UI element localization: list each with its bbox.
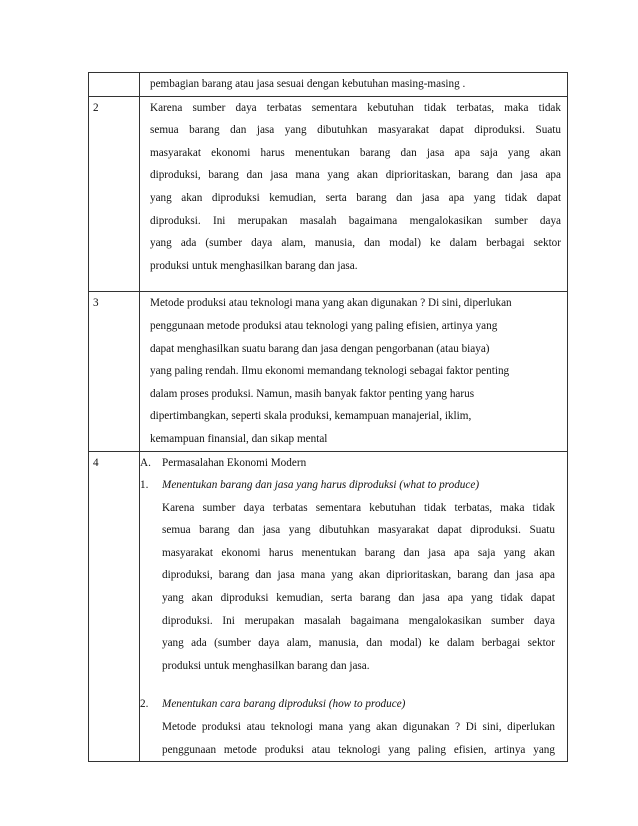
spacer bbox=[150, 277, 561, 291]
text-line: diproduksi. Ini merupakan masalah bagaimana mengalokasikan sumber daya bbox=[150, 214, 561, 227]
text-line: yang akan diproduksi kemudian, serta barang dan jasa apa yang tidak dapat bbox=[150, 191, 561, 204]
heading-text: Permasalahan Ekonomi Modern bbox=[162, 456, 307, 469]
text-line: yang paling rendah. Ilmu ekonomi memandang teknologi sebagai faktor penting bbox=[150, 365, 510, 378]
table-row bbox=[89, 451, 568, 762]
text-line: Karena sumber daya terbatas sementara kebutuhan tidak terbatas, maka tidak bbox=[162, 501, 555, 514]
text-line: dalam proses produksi. Namun, masih banyak faktor penting yang harus bbox=[150, 387, 475, 400]
text-line: masyarakat ekonomi harus menentukan barang dan jasa apa saja yang akan bbox=[162, 546, 555, 559]
text-line: diproduksi, barang dan jasa mana yang akan diprioritaskan, barang dan jasa apa bbox=[162, 569, 555, 582]
row-content-cell bbox=[140, 73, 568, 97]
row-number: 3 bbox=[93, 297, 99, 310]
text-line: diproduksi, barang dan jasa mana yang akan diprioritaskan, barang dan jasa apa bbox=[150, 169, 561, 182]
text-line: semua barang dan jasa yang dibutuhkan masyarakat dapat diproduksi. Suatu bbox=[162, 524, 555, 537]
item-body bbox=[140, 497, 561, 678]
item-title-text: Menentukan barang dan jasa yang harus diproduksi (what to produce) bbox=[162, 479, 480, 492]
text-line: produksi untuk menghasilkan barang dan jasa. bbox=[162, 659, 370, 672]
text-line: diproduksi. Ini merupakan masalah bagaimana mengalokasikan sumber daya bbox=[162, 614, 555, 627]
text-line: produksi untuk menghasilkan barang dan jasa. bbox=[150, 259, 358, 272]
spacer bbox=[140, 677, 561, 693]
row-content-cell bbox=[140, 451, 568, 762]
row-number-cell bbox=[89, 292, 140, 451]
text-line: penggunaan metode produksi atau teknologi yang paling efisien, artinya yang bbox=[162, 743, 555, 756]
text-line: kemampuan finansial, dan sikap mental bbox=[150, 432, 328, 445]
table-row bbox=[89, 73, 568, 97]
item-marker: 2. bbox=[140, 698, 149, 711]
section-heading bbox=[140, 452, 561, 475]
text-line: Karena sumber daya terbatas sementara kebutuhan tidak terbatas, maka tidak bbox=[150, 101, 561, 114]
item-body bbox=[140, 716, 561, 761]
row-number-cell bbox=[89, 73, 140, 97]
table-row bbox=[89, 96, 568, 292]
table-row bbox=[89, 292, 568, 451]
item-title bbox=[140, 693, 561, 716]
text-line: dapat menghasilkan suatu barang dan jasa dengan pengorbanan (atau biaya) bbox=[150, 342, 490, 355]
text-line: Metode produksi atau teknologi mana yang akan digunakan ? Di sini, diperlukan bbox=[162, 721, 555, 734]
row-content-cell bbox=[140, 96, 568, 292]
text-line: yang akan diproduksi kemudian, serta barang dan jasa apa yang tidak dapat bbox=[162, 592, 555, 605]
text-line: yang ada (sumber daya alam, manusia, dan modal) ke dalam berbagai sektor bbox=[150, 237, 561, 250]
row-number-cell bbox=[89, 451, 140, 762]
item-title bbox=[140, 474, 561, 497]
item-marker: 1. bbox=[140, 479, 149, 492]
text-line: penggunaan metode produksi atau teknologi yang paling efisien, artinya yang bbox=[150, 319, 498, 332]
row-number-cell bbox=[89, 96, 140, 292]
text-line: yang ada (sumber daya alam, manusia, dan modal) ke dalam berbagai sektor bbox=[162, 637, 555, 650]
document-table bbox=[88, 72, 568, 762]
text-line: semua barang dan jasa yang dibutuhkan masyarakat dapat diproduksi. Suatu bbox=[150, 124, 561, 137]
text-line: masyarakat ekonomi harus menentukan barang dan jasa apa saja yang akan bbox=[150, 146, 561, 159]
heading-marker: A. bbox=[140, 456, 151, 469]
item-title-text: Menentukan cara barang diproduksi (how to produce) bbox=[162, 698, 406, 711]
text-line: pembagian barang atau jasa sesuai dengan kebutuhan masing-masing . bbox=[150, 78, 466, 90]
row-content-cell bbox=[140, 292, 568, 451]
row-number: 4 bbox=[93, 456, 99, 469]
text-line: dipertimbangkan, seperti skala produksi, kemampuan manajerial, iklim, bbox=[150, 410, 472, 423]
row-number: 2 bbox=[93, 101, 99, 114]
text-line: Metode produksi atau teknologi mana yang akan digunakan ? Di sini, diperlukan bbox=[150, 297, 512, 310]
